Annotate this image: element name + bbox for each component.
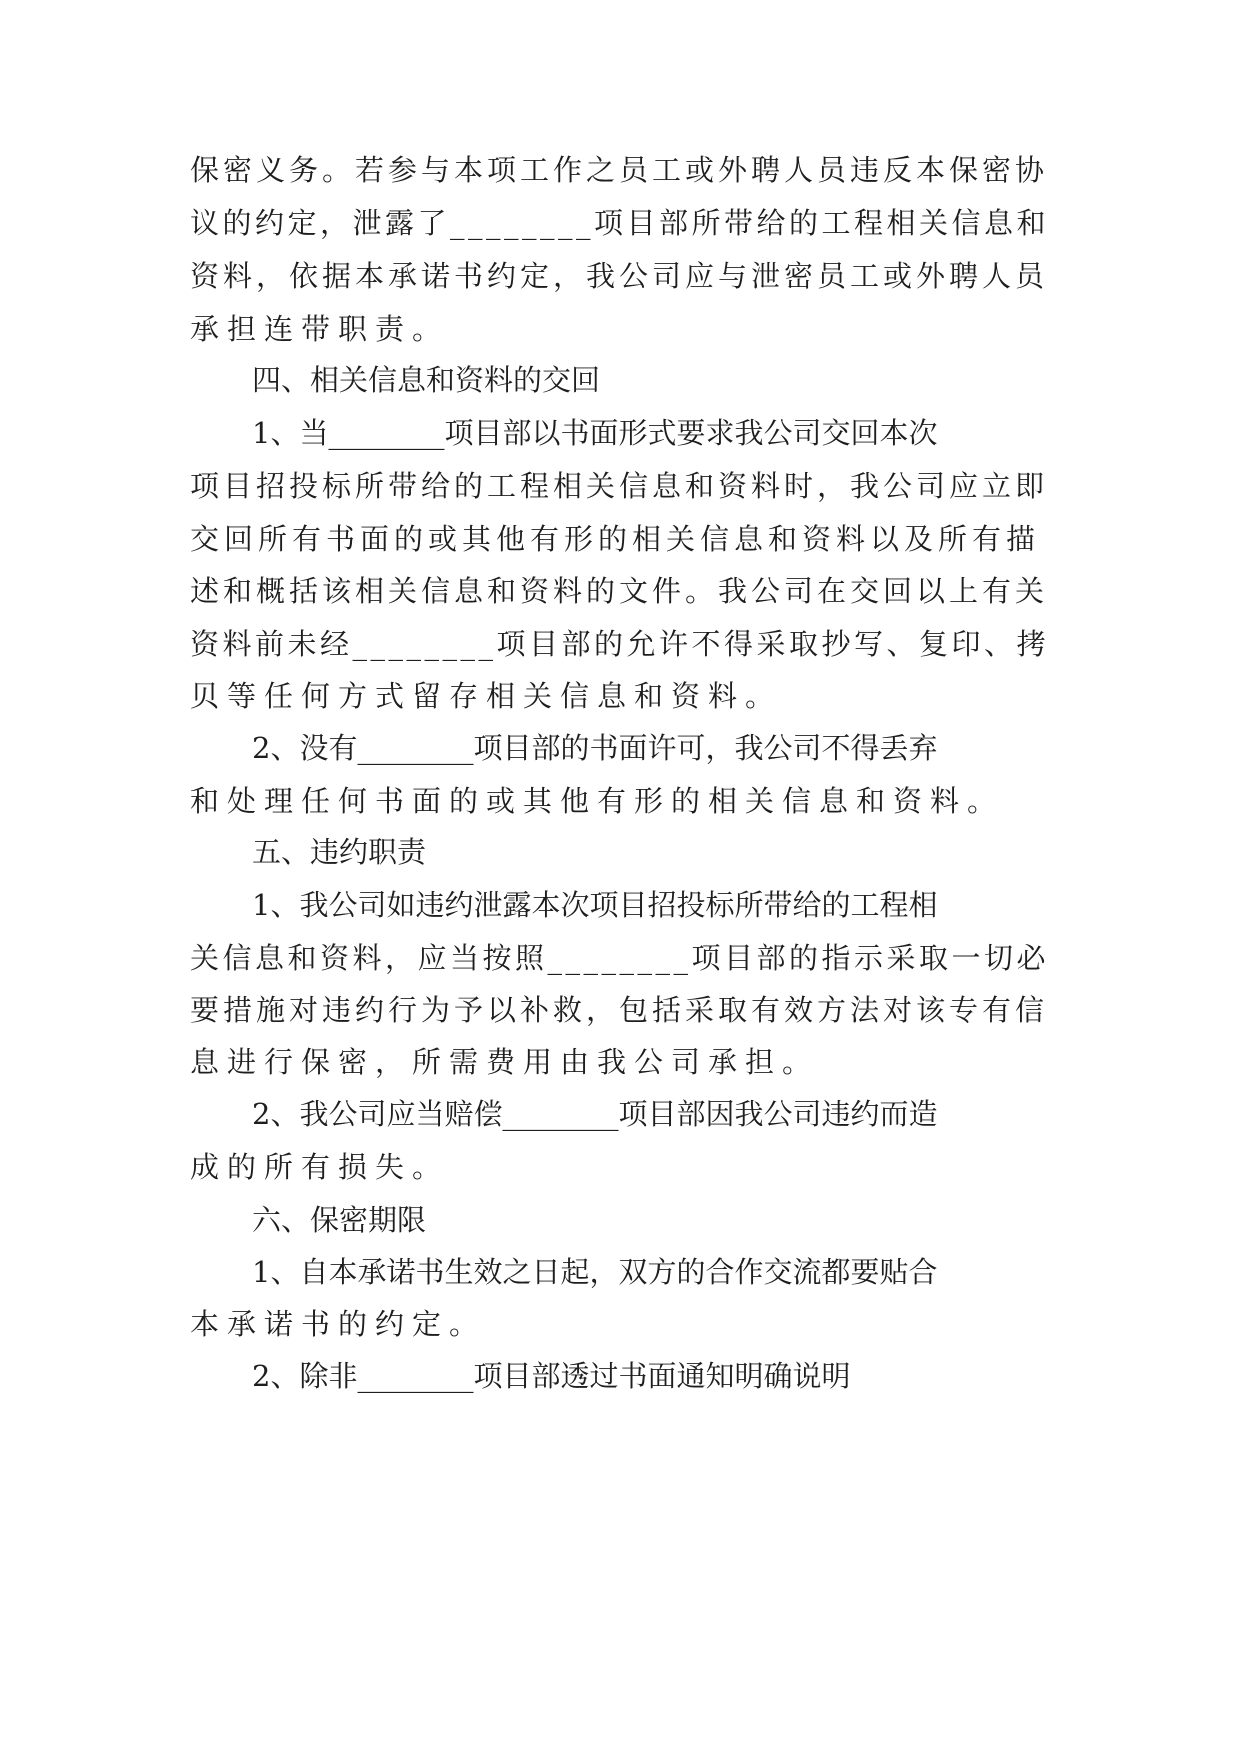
paragraph-line: 议的约定，泄露了________项目部所带给的工程相关信息和 bbox=[190, 206, 1050, 240]
paragraph-line: 项目招投标所带给的工程相关信息和资料时，我公司应立即 bbox=[190, 469, 1049, 503]
paragraph-line: 2、我公司应当赔偿________项目部因我公司违约而造 bbox=[252, 1097, 938, 1131]
paragraph-line: 要措施对违约行为予以补救，包括采取有效方法对该专有信 bbox=[190, 993, 1049, 1027]
section-heading: 四、相关信息和资料的交回 bbox=[252, 363, 601, 397]
paragraph-line: 交回所有书面的或其他有形的相关信息和资料以及所有描 bbox=[190, 522, 1041, 556]
paragraph-line: 资料前未经________项目部的允许不得采取抄写、复印、拷 bbox=[190, 627, 1050, 661]
paragraph-line: 保密义务。若参与本项工作之员工或外聘人员违反本保密协 bbox=[190, 153, 1049, 187]
paragraph-line: 息进行保密，所需费用由我公司承担。 bbox=[190, 1045, 820, 1079]
paragraph-line: 2、没有________项目部的书面许可，我公司不得丢弃 bbox=[252, 731, 938, 765]
paragraph-line: 成的所有损失。 bbox=[190, 1150, 450, 1184]
paragraph-line: 述和概括该相关信息和资料的文件。我公司在交回以上有关 bbox=[190, 574, 1049, 608]
paragraph-line: 贝等任何方式留存相关信息和资料。 bbox=[190, 679, 783, 713]
paragraph-line: 1、我公司如违约泄露本次项目招投标所带给的工程相 bbox=[252, 888, 938, 922]
paragraph-line: 资料，依据本承诺书约定，我公司应与泄密员工或外聘人员 bbox=[190, 259, 1049, 293]
section-heading: 五、违约职责 bbox=[252, 835, 427, 869]
paragraph-line: 关信息和资料，应当按照________项目部的指示采取一切必 bbox=[190, 941, 1050, 975]
paragraph-line: 2、除非________项目部透过书面通知明确说明 bbox=[252, 1359, 851, 1393]
section-heading: 六、保密期限 bbox=[252, 1203, 427, 1237]
paragraph-line: 承担连带职责。 bbox=[190, 312, 450, 346]
paragraph-line: 和处理任何书面的或其他有形的相关信息和资料。 bbox=[190, 784, 1005, 818]
paragraph-line: 1、自本承诺书生效之日起，双方的合作交流都要贴合 bbox=[252, 1255, 938, 1289]
paragraph-line: 本承诺书的约定。 bbox=[190, 1307, 487, 1341]
paragraph-line: 1、当________项目部以书面形式要求我公司交回本次 bbox=[252, 416, 938, 450]
